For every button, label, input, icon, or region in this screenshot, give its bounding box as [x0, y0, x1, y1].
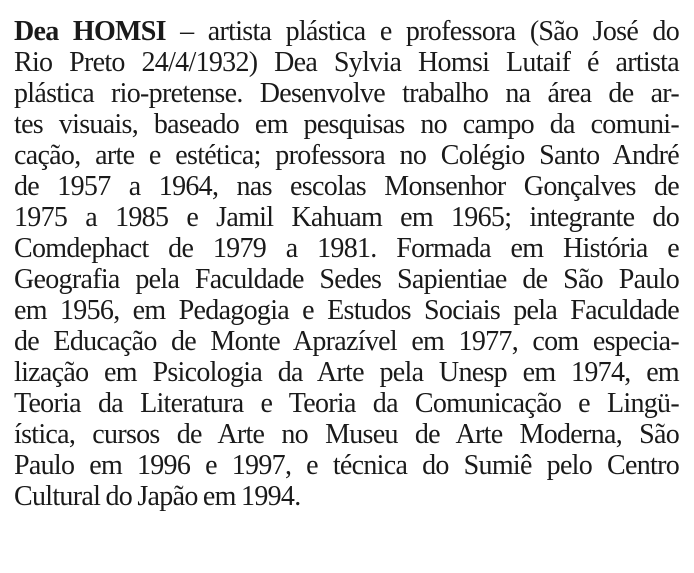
entry-line-6: de 1957 a 1964, nas escolas Monsenhor Gonçalves de	[14, 171, 679, 202]
entry-line-11: de Educação de Monte Aprazível em 1977, com especia-	[14, 326, 679, 357]
entry-line-13: Teoria da Literatura e Teoria da Comunicação e Lingü-	[14, 388, 679, 419]
entry-line-12: lização em Psicologia da Arte pela Unesp em 1974, em	[14, 357, 679, 388]
entry-line-9: Geografia pela Faculdade Sedes Sapientiae de São Paulo	[14, 264, 679, 295]
entry-line-15: Paulo em 1996 e 1997, e técnica do Sumiê pelo Centro	[14, 450, 679, 481]
entry-line-10: em 1956, em Pedagogia e Estudos Sociais pela Faculdade	[14, 295, 679, 326]
entry-line-16: Cultural do Japão em 1994.	[14, 481, 301, 512]
entry-line-5: cação, arte e estética; professora no Colégio Santo André	[14, 140, 679, 171]
entry-line-1	[14, 16, 679, 48]
entry-line-7: 1975 a 1985 e Jamil Kahuam em 1965; integrante do	[14, 202, 679, 233]
entry-name: Dea HOMSI	[14, 16, 166, 47]
entry-line-1-text: – artista plástica e professora (São José do	[165, 16, 679, 47]
entry-line-8: Comdephact de 1979 a 1981. Formada em História e	[14, 233, 679, 264]
entry-line-2: Rio Preto 24/4/1932) Dea Sylvia Homsi Lutaif é artista	[14, 47, 679, 78]
entry-line-4: tes visuais, baseado em pesquisas no campo da comuni-	[14, 109, 679, 140]
entry-line-14: ística, cursos de Arte no Museu de Arte Moderna, São	[14, 419, 679, 450]
entry-line-3: plástica rio-pretense. Desenvolve trabalho na área de ar-	[14, 78, 679, 109]
